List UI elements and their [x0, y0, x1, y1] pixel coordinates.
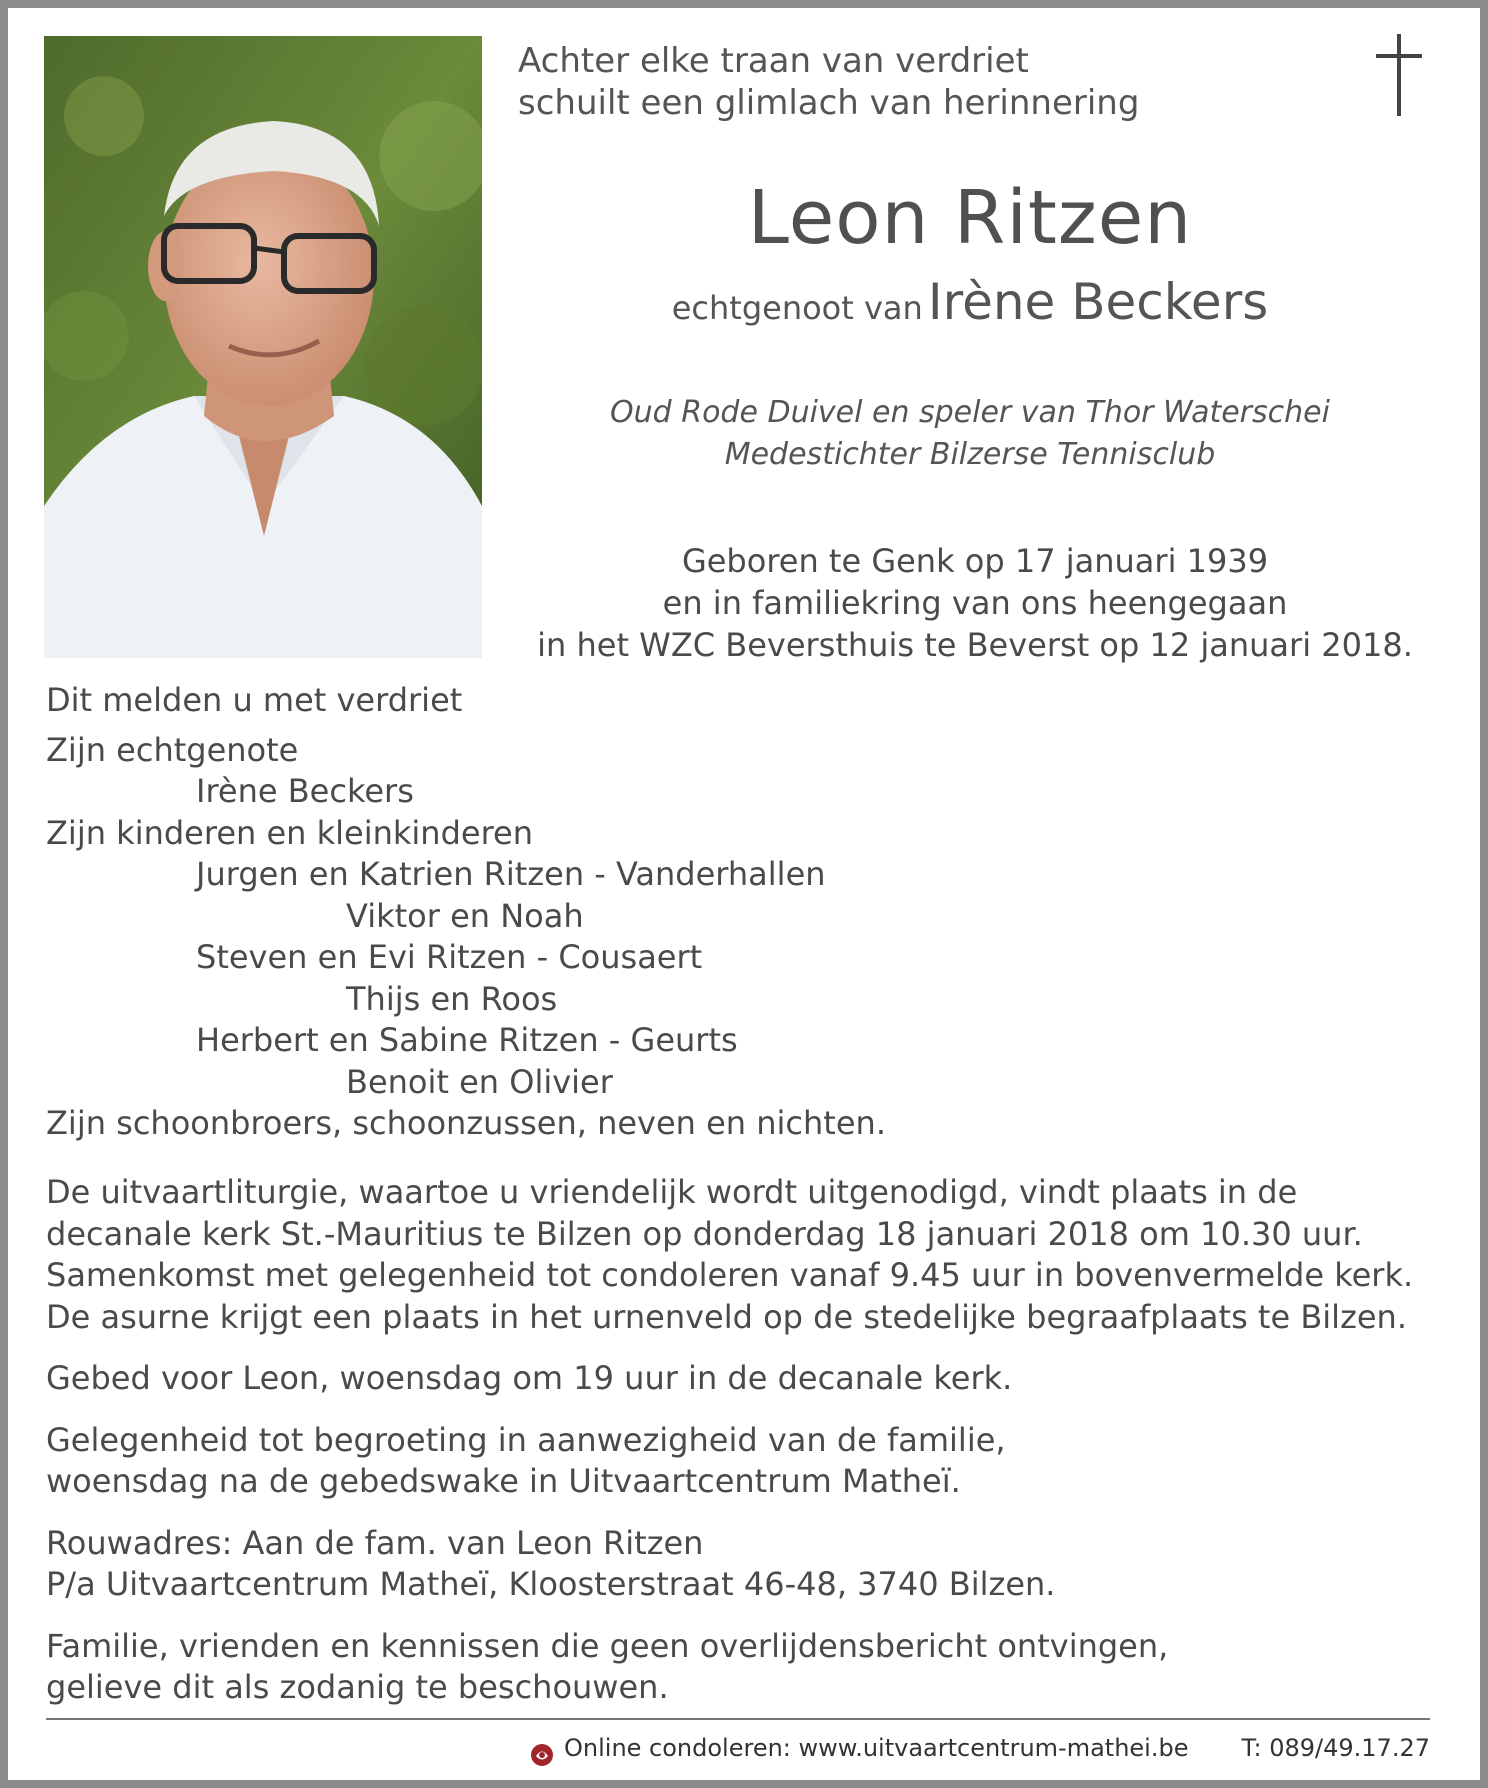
child-line: Herbert en Sabine Ritzen - Geurts [196, 1021, 738, 1059]
spouse-prefix: echtgenoot van [671, 289, 923, 327]
title-line: Oud Rode Duivel en speler van Thor Waterschei [610, 395, 1330, 430]
deceased-name: Leon Ritzen [747, 175, 1193, 261]
grandchildren-line: Benoit en Olivier [346, 1062, 613, 1101]
text-line: De uitvaartliturgie, waartoe u vriendelijk wordt uitgenodigd, vindt plaats in de [46, 1173, 1298, 1211]
greeting-paragraph [46, 1420, 1456, 1503]
text-line: woensdag na de gebedswake in Uitvaartcentrum Matheï. [46, 1462, 961, 1500]
text-line: gelieve dit als zodanig te beschouwen. [46, 1668, 669, 1706]
notice-paragraph [46, 1626, 1456, 1709]
online-condolence-text[interactable]: Online condoleren: www.uitvaartcentrum-mathei.be [564, 1734, 1189, 1762]
wife-label: Zijn echtgenote [46, 730, 299, 769]
born-line: Geboren te Genk op 17 januari 1939 [681, 542, 1269, 580]
cross-icon [1376, 34, 1422, 116]
text-line: Samenkomst met gelegenheid tot condoleren vanaf 9.45 uur in bovenvermelde kerk. [46, 1256, 1414, 1294]
grandchildren-line: Thijs en Roos [346, 979, 558, 1018]
text-line: Rouwadres: Aan de fam. van Leon Ritzen [46, 1523, 704, 1562]
spouse-name: Irène Beckers [927, 273, 1269, 331]
liturgy-paragraph [46, 1172, 1456, 1338]
titles [560, 392, 1380, 476]
online-condolence[interactable] [530, 1726, 1188, 1770]
others-line: Zijn schoonbroers, schoonzussen, neven en nichten. [46, 1104, 886, 1142]
wife-name: Irène Beckers [196, 772, 414, 810]
children-label: Zijn kinderen en kleinkinderen [46, 813, 533, 852]
mathei-logo-icon [530, 1737, 554, 1761]
title-line: Medestichter Bilzerse Tennisclub [724, 437, 1216, 472]
address-paragraph [46, 1523, 1456, 1606]
poem-line: Achter elke traan van verdriet [518, 41, 1029, 81]
announcement-paragraphs [46, 1172, 1456, 1729]
family-list [46, 680, 886, 1145]
portrait-photo [44, 36, 482, 658]
footer [46, 1726, 1430, 1770]
born-line: in het WZC Beversthuis te Beverst op 12 januari 2018. [537, 626, 1413, 664]
text-line: De asurne krijgt een plaats in het urnenveld op de stedelijke begraafplaats te Bilzen. [46, 1297, 1407, 1336]
born-line: en in familiekring van ons heengegaan [662, 584, 1288, 622]
footer-divider [46, 1718, 1430, 1720]
text-line: decanale kerk St.-Mauritius te Bilzen op donderdag 18 januari 2018 om 10.30 uur. [46, 1214, 1363, 1253]
grandchildren-line: Viktor en Noah [346, 896, 584, 935]
phone-number: T: 089/49.17.27 [1241, 1734, 1430, 1762]
text-line: P/a Uitvaartcentrum Matheï, Kloosterstraat 46-48, 3740 Bilzen. [46, 1565, 1056, 1603]
spouse-line [560, 272, 1380, 344]
text-line: Gelegenheid tot begroeting in aanwezigheid van de familie, [46, 1420, 1006, 1459]
child-line: Jurgen en Katrien Ritzen - Vanderhallen [196, 855, 826, 893]
birth-death-info [510, 540, 1440, 666]
poem [518, 40, 1139, 124]
poem-line: schuilt een glimlach van herinnering [518, 83, 1140, 123]
child-line: Steven en Evi Ritzen - Cousaert [196, 938, 703, 976]
family-intro: Dit melden u met verdriet [46, 681, 463, 719]
prayer-paragraph [46, 1358, 1456, 1400]
text-line: Gebed voor Leon, woensdag om 19 uur in de decanale kerk. [46, 1359, 1013, 1397]
text-line: Familie, vrienden en kennissen die geen overlijdensbericht ontvingen, [46, 1626, 1169, 1665]
